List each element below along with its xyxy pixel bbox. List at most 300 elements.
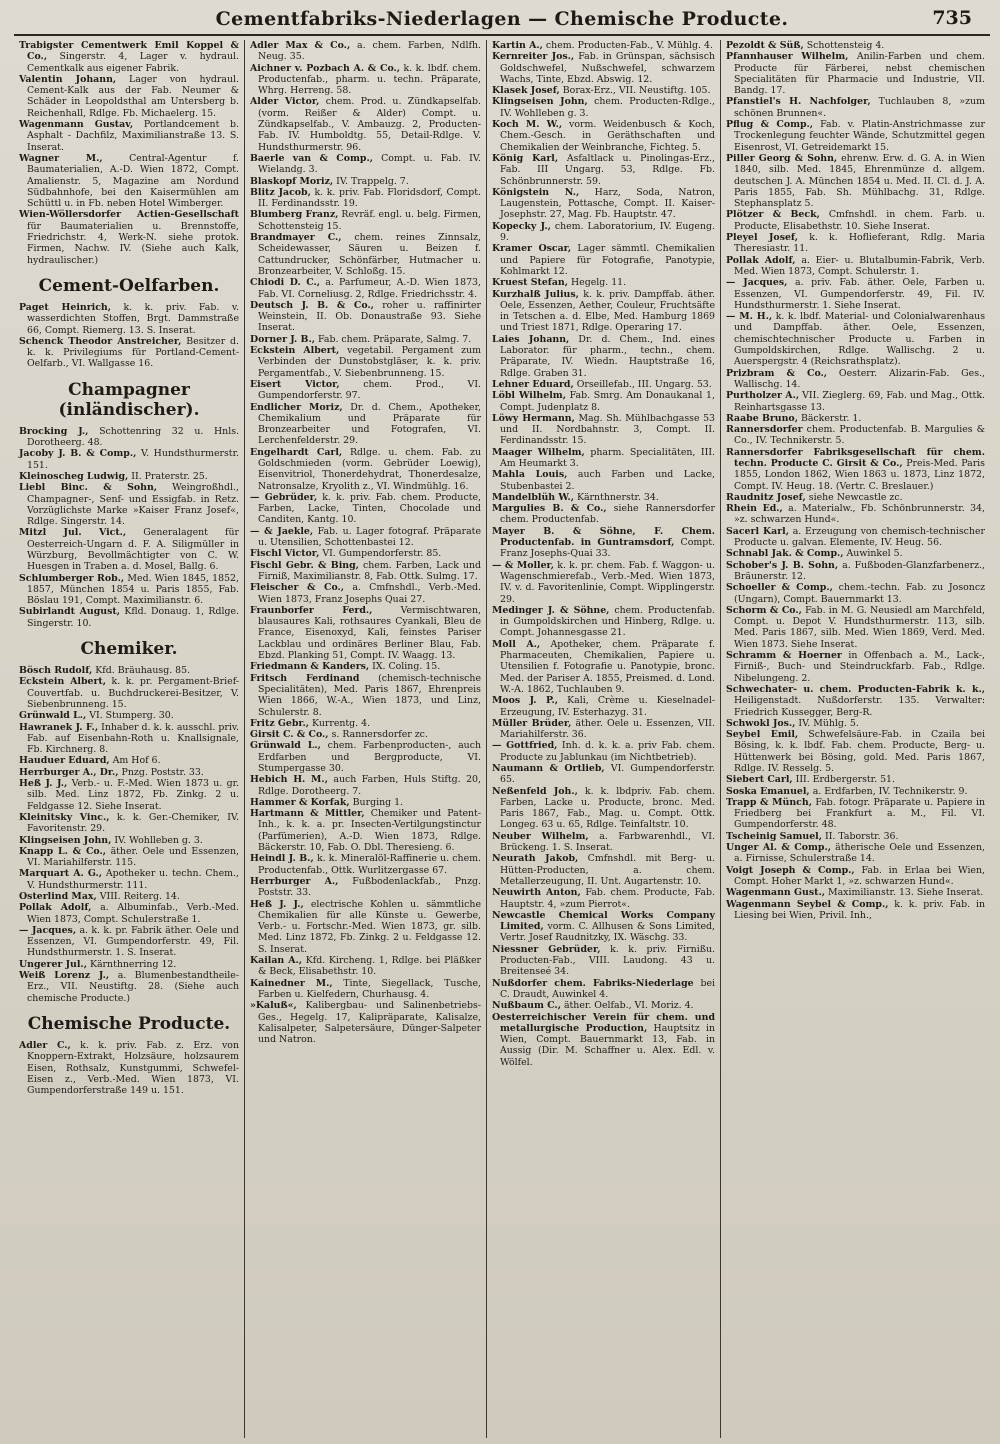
- entry-name: Neuwirth Anton,: [492, 887, 581, 899]
- entry-name: Hawranek J. F.,: [19, 721, 99, 733]
- entry-name: Hauduer Eduard,: [19, 755, 110, 767]
- entry-name: Rannersdorfer: [726, 424, 803, 436]
- directory-entry: [19, 891, 239, 902]
- directory-entry: [492, 289, 715, 334]
- entry-text: chem. Producten-Fab., V. Mühlg. 4.: [545, 40, 713, 51]
- directory-entry: [492, 51, 715, 85]
- entry-text: Kärnthnerstr. 34.: [576, 491, 659, 503]
- directory-entry: [726, 548, 985, 559]
- entry-name: Schwechater- u. chem. Producten-Fabrik k. k.,: [726, 683, 985, 695]
- entry-text: Rdlge. u. chem. Fab. zu Goldschmieden (vorm. Gebrüder Loewig), Eisenvitriol, Thonerdehydrat, Thonerdesalze, Natronsalze, Kryolith z., VI. Windmühlg. 16.: [258, 446, 482, 492]
- directory-entry: [250, 232, 481, 277]
- entry-text: a. Blumenbestandtheile-Erz., VII. Neustiftg. 28. (Siehe auch chemische Producte.): [27, 970, 239, 1004]
- entry-text: Lager von hydraul. Cement-Kalk aus der Fab. Neumer & Schäder in Leopoldsthal am Untersberg b. Reichenhall, Rdlge. Fb. Michaelerg. 15.: [27, 73, 239, 119]
- entry-name: Kartin A.,: [492, 40, 543, 51]
- directory-entry: [250, 402, 481, 447]
- directory-entry: [726, 503, 985, 526]
- entry-name: — Gottfried,: [492, 740, 558, 752]
- directory-entry: [492, 187, 715, 221]
- directory-entry: [726, 842, 985, 865]
- column-3: [487, 40, 721, 1438]
- directory-entry: [726, 605, 985, 650]
- entry-text: Fab. u. Lager fotograf. Präparate u. Utensilien, Schottenbastei 12.: [258, 525, 481, 549]
- entry-text: chem. Prod. u. Zündkapselfab. (vorm. Reißer & Alder) Compt. u. Zündkapselfab., V. Ambauzg. 2, Producten-Fab. IV. Humboldtg. 55, Detail-Rdlge. V. Hundsthurmerstr. 96.: [258, 96, 482, 153]
- entry-text: Revräf. engl. u. belg. Firmen, Schottensteig 15.: [258, 209, 482, 232]
- entry-name: Schramm & Hoerner: [726, 650, 842, 662]
- entry-name: Paget Heinrich,: [19, 301, 111, 313]
- directory-entry: [726, 831, 985, 842]
- directory-entry: [250, 661, 481, 672]
- entry-name: Weiß Lorenz J.,: [19, 970, 110, 982]
- entry-text: Chemiker und Patent-Inh., k. k. a. pr. Insecten-Vertilgungstinctur (Parfümerien), A.-D. Wien 1873, Rdlge. Bäckerstr. 10, Fab. O. Dbl. Theresieng. 6.: [258, 808, 481, 854]
- entry-name: Hammer & Korfak,: [250, 796, 350, 808]
- entry-text: chem. Producten-Rdlge., IV. Wohlleben g. 3.: [500, 96, 716, 119]
- entry-text: Auwinkel 5.: [846, 548, 903, 560]
- directory-entry: [19, 778, 239, 812]
- entry-name: Raudnitz Josef,: [726, 491, 806, 503]
- entry-name: Tscheinig Samuel,: [726, 830, 823, 842]
- entry-text: Kurrentg. 4.: [312, 717, 371, 729]
- entry-text: k. k. Hoflieferant, Rdlg. Maria Theresiastr. 11.: [734, 232, 985, 255]
- entry-name: Medinger J. & Söhne,: [492, 604, 610, 616]
- entry-text: Compt. Franz Josephs-Quai 33.: [500, 537, 715, 560]
- entry-text: roher u. raffinirter Weinstein, II. Ob. Donaustraße 93. Siehe Inserat.: [258, 299, 481, 334]
- directory-entry: [19, 710, 239, 721]
- entry-text: a. Albuminfab., Verb.-Med. Wien 1873, Compt. Schulerstraße 1.: [27, 902, 239, 925]
- entry-text: chem. reines Zinnsalz, Scheidewasser, Säuren u. Beizen f. Cattundrucker, Schönfärber, Hutmacher u. Bronzearbeiter, V. Schloßg. 15.: [258, 232, 481, 277]
- entry-text: k. k. Ger.-Chemiker, IV. Favoritenstr. 29.: [27, 811, 240, 835]
- entry-name: Kurzhalß Julius,: [492, 288, 579, 300]
- directory-entry: [250, 209, 481, 232]
- directory-entry: [492, 277, 715, 288]
- entry-text: k. k. lbdpriv. Fab. chem. Farben, Lacke u. Producte, bronc. Med. Paris 1867, Fab., Mag. u. Compt. Ottk. Longeg. 63 u. 65, Rdlge. Teinfaltstr. 10.: [500, 785, 716, 831]
- directory-entry: [19, 676, 239, 710]
- entry-name: Oesterreichischer Verein für chem. und metallurgische Production,: [492, 1011, 715, 1034]
- entry-name: Wagner M.,: [19, 152, 103, 164]
- entry-text: auch Farben und Lacke, Stubenbastei 2.: [500, 469, 715, 492]
- directory-entry: [492, 153, 715, 187]
- entry-name: Kailan A.,: [250, 955, 303, 967]
- entry-text: Cmfnshdl. mit Berg- u. Hütten-Producten, a. chem. Metallerzeugung, II. Unt. Augartenstr. 10.: [500, 853, 715, 887]
- entry-name: Sacerl Karl,: [726, 525, 789, 537]
- directory-entry: [19, 925, 239, 959]
- entry-text: Kali, Crème u. Kieselnadel-Erzeugung, IV. Esterhazyg. 31.: [500, 695, 716, 718]
- entry-text: a. k. k. pr. Fabrik äther. Oele und Essenzen, VI. Gumpendorferstr. 49, Fil. Hundsthurmerstr. 1. S. Inserat.: [27, 924, 239, 959]
- directory-entry: [726, 232, 985, 255]
- entry-text: Fab. in Erlaa bei Wien, Compt. Hoher Markt 1, »z. schwarzen Hund«.: [734, 864, 986, 887]
- entry-text: Fab. Smrg. Am Donaukanal 1, Compt. Judenplatz 8.: [500, 390, 715, 413]
- directory-entry: [250, 526, 481, 549]
- directory-entry: [492, 526, 715, 560]
- entry-name: Piller Georg & Sohn,: [726, 152, 838, 164]
- entry-name: Endlicher Moriz,: [250, 401, 343, 413]
- directory-entry: [250, 729, 481, 740]
- entry-name: Dorner J. B.,: [250, 333, 315, 345]
- directory-entry: [19, 959, 239, 970]
- entry-text: k. k. priv. Dampffab. äther. Oele, Essenzen, Aether, Couleur, Fruchtsäfte in Tetschen a. d. Elbe, Med. Hamburg 1869 und Triest 1871, Rdlge. Operaring 17.: [500, 288, 716, 334]
- entry-name: — M. H.,: [726, 311, 773, 323]
- directory-entry: [492, 763, 715, 786]
- directory-entry: [492, 639, 715, 695]
- entry-text: Borax-Erz., VII. Neustiftg. 105.: [562, 85, 711, 97]
- directory-entry: [726, 492, 985, 503]
- entry-text: Besitzer d. k. k. Privilegiums für Portland-Cement-Oelfarb., VI. Wallgasse 16.: [27, 335, 239, 370]
- entry-text: Kfld. Donaug. 1, Rdlge. Singerstr. 10.: [27, 606, 240, 629]
- directory-entry: [19, 812, 239, 835]
- entry-text: Cmfnshdl. in chem. Farb. u. Producte, Elisabethstr. 10. Siehe Inserat.: [734, 209, 985, 232]
- directory-entry: [726, 887, 985, 898]
- directory-entry: [492, 560, 715, 605]
- entry-name: — Jacques,: [726, 277, 788, 289]
- entry-name: Deutsch J. B. & Co.,: [250, 299, 374, 311]
- directory-entry: [250, 379, 481, 402]
- directory-entry: [19, 119, 239, 153]
- directory-entry: [492, 221, 715, 244]
- entry-name: Wagenmann Gust.,: [726, 887, 825, 899]
- page-number: 735: [932, 7, 972, 29]
- directory-entry: [492, 413, 715, 447]
- directory-entry: [726, 368, 985, 391]
- entry-name: Knapp L. & Co.,: [19, 845, 107, 857]
- entry-name: Fleischer & Co.,: [250, 582, 345, 594]
- entry-text: Hegelg. 11.: [570, 277, 627, 289]
- entry-name: Subirlandt August,: [19, 606, 120, 618]
- directory-entry: [250, 345, 481, 379]
- entry-text: Inh. d. k. k. a. priv Fab. chem. Producte zu Jablunkau (im Nichtbetrieb).: [500, 740, 715, 763]
- entry-name: Blitz Jacob,: [250, 186, 311, 198]
- directory-entry: [726, 774, 985, 785]
- entry-text: VI. Stumperg. 30.: [89, 710, 174, 722]
- entry-name: Brocking J.,: [19, 425, 89, 437]
- entry-text: Inhaber d. k. k. ausschl. priv. Fab. auf Eisenbahn-Roth u. Knallsignale, Fb. Kirchnerg. 8.: [27, 721, 240, 756]
- entry-text: electrische Kohlen u. sämmtliche Chemikalien für alle Künste u. Gewerbe, Verb.- u. Fortschr.-Med. Wien 1873, gr. silb. Med. Linz 1872, Fb. Zinkg. 2 u. Feldgasse 12. S. Inserat.: [258, 898, 482, 955]
- entry-text: Med. Wien 1845, 1852, 1857, München 1854 u. Paris 1855, Fab. Böslau 191, Compt. Maximilianstr. 6.: [27, 572, 240, 607]
- entry-text: siehe Rannersdorfer chem. Productenfab.: [500, 503, 715, 526]
- entry-name: Mandelblüh W.,: [492, 491, 574, 503]
- entry-name: Voigt Joseph & Comp.,: [726, 864, 855, 876]
- directory-entry: [492, 831, 715, 854]
- directory-entry: [250, 63, 481, 97]
- entry-text: IV. Wohlleben g. 3.: [114, 834, 203, 846]
- entry-name: Raabe Bruno,: [726, 412, 798, 424]
- entry-name: Siebert Carl,: [726, 774, 793, 786]
- entry-name: Girsit C. & Co.,: [250, 729, 329, 741]
- directory-entry: [19, 40, 239, 74]
- directory-entry: [250, 797, 481, 808]
- directory-entry: [19, 426, 239, 449]
- entry-name: Neurath Jakob,: [492, 853, 579, 865]
- entry-name: Friedmann & Kanders,: [250, 661, 370, 673]
- directory-entry: [250, 740, 481, 774]
- entry-name: Laies Johann,: [492, 333, 570, 345]
- entry-name: Newcastle Chemical Works Company Limited,: [492, 909, 715, 933]
- entry-text: Kärnthnerring 12.: [89, 958, 177, 970]
- directory-entry: [492, 390, 715, 413]
- directory-entry: [250, 955, 481, 978]
- directory-entry: [19, 471, 239, 482]
- entry-text: VII. Zieglerg. 69, Fab. und Mag., Ottk. Reinhartsgasse 13.: [734, 390, 985, 413]
- entry-name: Fischl Victor,: [250, 548, 320, 560]
- entry-text: vorm. C. Allhusen & Sons Limited, Vertr. Josef Raudnitzky, IX. Wäschg. 33.: [500, 921, 716, 944]
- entry-text: Dr. d. Chem., Apotheker, Chemikalium und Präparate für Bronzearbeiter und Fotografen, VI. Lerchenfelderstr. 29.: [258, 401, 481, 447]
- column-4: [721, 40, 990, 1438]
- entry-text: VI. Gumpendorferstr. 65.: [500, 763, 715, 786]
- directory-entry: [250, 718, 481, 729]
- entry-name: Mitzl Jul. Vict.,: [19, 527, 127, 539]
- entry-text: Portlandcement b. Asphalt - Dachfilz, Maximilianstraße 13. S. Inserat.: [27, 119, 240, 153]
- entry-text: k. k. pr. chem. Fab. f. Waggon- u. Wagenschmierefab., Verb.-Med. Wien 1873, IV. v. d. Favoritenlinie, Compt. Wipplingerstr. 29.: [500, 559, 716, 605]
- directory-entry: [726, 684, 985, 718]
- entry-text: a. Erzeugung von chemisch-technischer Producte u. galvan. Elemente, IV. Heug. 56.: [734, 525, 985, 549]
- entry-name: Alder Victor,: [250, 96, 320, 108]
- entry-name: Plötzer & Beck,: [726, 209, 820, 221]
- entry-name: Lehner Eduard,: [492, 378, 574, 390]
- directory-entry: [492, 740, 715, 763]
- entry-text: Orseillefab., III. Ungarg. 53.: [576, 378, 712, 390]
- entry-name: König Karl,: [492, 152, 559, 164]
- entry-name: Soska Emanuel,: [726, 785, 810, 797]
- directory-entry: [726, 526, 985, 549]
- entry-name: Neßenfeld Joh.,: [492, 785, 578, 797]
- entry-text: vorm. Weidenbusch & Koch, Chem.-Gesch. in Geräthschaften und Chemikalien der Weinbranche, Fichteg. 5.: [500, 119, 716, 153]
- directory-entry: [492, 334, 715, 379]
- directory-entry: [19, 302, 239, 336]
- directory-entry: [19, 835, 239, 846]
- directory-entry: [726, 718, 985, 729]
- entry-name: Schenck Theodor Anstreicher,: [19, 335, 182, 347]
- entry-text: Pnzg. Poststr. 33.: [121, 766, 204, 778]
- entry-text: k. k. priv. Fab. z. Erz. von Knoppern-Extrakt, Holzsäure, holzsaurem Eisen, Rothsalz, Kunstgummi, Schwefel-Eisen z., Verb.-Med. Wien 1873, VI. Gumpendorferstraße 149 u. 151.: [27, 1039, 239, 1097]
- entry-text: a. Erdfarben, IV. Technikerstr. 9.: [812, 785, 968, 797]
- directory-entry: [492, 119, 715, 153]
- entry-text: Heiligenstadt. Nußdorferstr. 135. Verwalter: Friedrich Kussegger, Berg-R.: [734, 695, 985, 718]
- entry-name: Valentin Johann,: [19, 73, 117, 85]
- section-heading: Chemische Producte.: [27, 1013, 231, 1034]
- directory-entry: [726, 413, 985, 424]
- directory-entry: [492, 96, 715, 119]
- entry-text: k. k. priv. Fab. in Liesing bei Wien, Privil. Inh.,: [734, 898, 985, 921]
- entry-text: a. Farbwarenhdl., VI. Brückeng. 1. S. Inserat.: [500, 830, 715, 854]
- directory-entry: [19, 722, 239, 756]
- entry-text: III. Erdbergerstr. 51.: [795, 774, 895, 786]
- entry-name: Grünwald L.,: [250, 740, 321, 752]
- directory-entry: [19, 846, 239, 869]
- directory-entry: [19, 755, 239, 766]
- entry-name: — & Moller,: [492, 559, 555, 571]
- directory-entry: [492, 379, 715, 390]
- entry-text: a. Eier- u. Blutalbumin-Fabrik, Verb. Med. Wien 1873, Compt. Schulerstr. 1.: [734, 254, 985, 277]
- directory-entry: [492, 910, 715, 944]
- entry-name: »Kaluß«,: [250, 1000, 297, 1012]
- directory-entry: [726, 582, 985, 605]
- directory-entry: [250, 300, 481, 334]
- directory-entry: [19, 448, 239, 471]
- directory-entry: [726, 729, 985, 774]
- directory-entry: [19, 767, 239, 778]
- entry-name: — & Jaekle,: [250, 525, 314, 537]
- directory-entry: [492, 447, 715, 470]
- directory-entry: [250, 153, 481, 176]
- directory-entry: [19, 336, 239, 370]
- directory-entry: [726, 390, 985, 413]
- entry-name: Rhein Ed.,: [726, 503, 783, 515]
- directory-entry: [250, 605, 481, 661]
- entry-text: Burging 1.: [352, 796, 404, 808]
- directory-entry: [726, 899, 985, 922]
- entry-name: Heß J. J.,: [19, 778, 68, 790]
- section-heading: Cement-Oelfarben.: [38, 275, 220, 296]
- entry-name: Pfanstiel's H. Nachfolger,: [726, 96, 871, 108]
- column-1: [14, 40, 245, 1438]
- entry-text: s. Rannersdorfer zc.: [331, 729, 428, 741]
- directory-entry: [250, 548, 481, 559]
- entry-text: Kfd. Kircheng. 1, Rdlge. bei Pläßker & Beck, Elisabethstr. 10.: [258, 955, 481, 978]
- section-heading: Champagner (inländischer).: [58, 379, 200, 420]
- entry-text: Am Hof 6.: [112, 755, 161, 767]
- entry-name: Fritz Gebr.,: [250, 717, 310, 729]
- directory-entry: [492, 40, 715, 51]
- entry-text: II. Taborstr. 36.: [825, 830, 899, 842]
- directory-entry: [726, 797, 985, 831]
- directory-entry: [250, 808, 481, 853]
- entry-name: Pollak Adolf,: [726, 254, 796, 266]
- entry-text: k. k. Mineralöl-Raffinerie u. chem. Productenfab., Ottk. Wurlitzergasse 67.: [258, 853, 481, 876]
- directory-entry: [492, 492, 715, 503]
- entry-text: Dr. d. Chem., Ind. eines Laborator. für pharm., techn., chem. Präparate, IV. Wiedn. Hauptstraße 16, Rdlge. Graben 31.: [500, 333, 715, 379]
- entry-name: Eckstein Albert,: [250, 345, 340, 357]
- entry-text: Apotheker u. techn. Chem., V. Hundsthurmerstr. 111.: [27, 868, 239, 891]
- entry-name: Schlumberger Rob.,: [19, 572, 125, 584]
- entry-text: Anilin-Farben und chem. Producte für Färberei, nebst chemischen Specialitäten für Pharmacie und Industrie, VII. Bandg. 17.: [734, 51, 985, 97]
- entry-text: Schottenring 32 u. Hnls. Dorotheerg. 48.: [27, 425, 239, 449]
- entry-name: Unger Al. & Comp.,: [726, 842, 831, 854]
- entry-text: Central-Agentur f. Baumaterialien, A.-D. Wien 1872, Compt. Amalienstr. 5, Magazine am Nordund Südbahnhofe, bei den Kaisermühlen am Schüttl u. in Fb. neben Hotel Wimberger.: [27, 152, 239, 210]
- directory-entry: [19, 970, 239, 1004]
- entry-text: für Baumaterialien u. Brennstoffe, Friedrichstr. 4, Werk-N. siehe protok. Firmen, Nachw. IV. (Siehe auch Kalk, hydraulischer.): [27, 220, 239, 266]
- entry-text: VIII. Reiterg. 14.: [99, 891, 180, 902]
- entry-text: chem. Productenfab. in Gumpoldskirchen und Hinberg, Rdlge. u. Compt. Johannesgasse 21.: [500, 604, 715, 639]
- entry-name: Margulies B. & Co.,: [492, 503, 607, 515]
- directory-entry: [19, 74, 239, 119]
- entry-name: Löwy Hermann,: [492, 412, 575, 424]
- entry-text: a. Materialw., Fb. Schönbrunnerstr. 34, »z. schwarzen Hund«.: [734, 503, 985, 526]
- directory-entry: [492, 1012, 715, 1068]
- entry-name: Ungerer Jul.,: [19, 958, 87, 970]
- entry-text: pharm. Specialitäten, III. Am Heumarkt 3.: [500, 446, 716, 469]
- entry-text: Singerstr. 4, Lager v. hydraul. Cementkalk aus eigener Fabrik.: [27, 51, 240, 74]
- entry-name: Maager Wilhelm,: [492, 446, 585, 458]
- directory-entry: [726, 447, 985, 492]
- directory-entry: [19, 527, 239, 572]
- entry-text: a. Parfumeur, A.-D. Wien 1873, Fab. VI. Corneliusg. 2, Rdlge. Friedrichsstr. 4.: [258, 277, 481, 300]
- entry-name: Chiodi D. C.,: [250, 277, 321, 289]
- entry-name: Schoeller & Comp.,: [726, 582, 833, 594]
- entry-text: chem. Productenfab. B. Margulies & Co., IV. Technikerstr. 5.: [734, 424, 985, 447]
- entry-text: k. k. pr. Pergament-Brief-Couvertfab. u. Buchdruckerei-Besitzer, V. Siebenbrunneng. 15.: [27, 676, 239, 710]
- directory-entry: [492, 85, 715, 96]
- entry-text: a. Cmfnshdl., Verb.-Med. Wien 1873, Franz Josephs Quai 27.: [258, 582, 481, 605]
- entry-name: Herrburger A.,: [250, 875, 339, 887]
- entry-text: bei C. Draudt, Auwinkel 4.: [500, 977, 716, 1000]
- directory-entry: [726, 51, 985, 96]
- entry-text: Hauptsitz in Wien, Compt. Bauernmarkt 13, Fab. in Aussig (Dir. M. Schaffner u. Alex. Edl. v. Wölfel.: [500, 1022, 715, 1068]
- entry-text: II. Praterstr. 25.: [131, 470, 208, 482]
- entry-text: Harz, Soda, Natron, Laugenstein, Pottasche, Compt. II. Kaiser-Josephstr. 27, Mag. Fb. Hauptstr. 47.: [500, 186, 715, 221]
- entry-name: Hartmann & Mittler,: [250, 808, 365, 820]
- entry-name: Purtholzer A.,: [726, 390, 800, 402]
- column-2: [245, 40, 487, 1438]
- entry-name: Klingseisen John,: [492, 96, 588, 108]
- entry-name: Schober's J. B. Sohn,: [726, 559, 839, 571]
- directory-entry: [492, 786, 715, 831]
- entry-name: Königstein N.,: [492, 186, 580, 198]
- directory-entry: [492, 944, 715, 978]
- entry-name: Aichner v. Pozbach A. & Co.,: [250, 62, 401, 74]
- entry-text: Preis-Med. Paris 1855, London 1862, Wien 1863 u. 1873, Linz 1872, Compt. IV. Heug. 18. (Vertr. C. Breslauer.): [734, 457, 985, 492]
- directory-entry: [726, 209, 985, 232]
- entry-name: Trabigster Cementwerk Emil Koppel & Co.,: [19, 40, 239, 63]
- entry-name: Fraunborfer Ferd.,: [250, 604, 373, 616]
- header-title: Cementfabriks-Niederlagen — Chemische Producte.: [215, 8, 789, 30]
- directory-entry: [726, 311, 985, 367]
- entry-text: vegetabil. Pergament zum Verbinden der Dunstobstgläser, k. k. priv. Pergamentfab., V. Siebenbrunneng. 15.: [258, 345, 481, 379]
- entry-name: Kleinoscheg Ludwig,: [19, 470, 129, 482]
- entry-name: Kleinitsky Vinc.,: [19, 811, 110, 823]
- entry-text: Schottensteig 4.: [806, 40, 885, 51]
- directory-entry: [19, 665, 239, 676]
- entry-name: Schnabl Jak. & Comp.,: [726, 548, 844, 560]
- directory-entry: [250, 447, 481, 492]
- entry-name: Nußdorfer chem. Fabriks-Niederlage: [492, 977, 694, 989]
- entry-name: Nußbaum C.,: [492, 1000, 561, 1012]
- directory-entry: [250, 582, 481, 605]
- entry-name: Rannersdorfer Fabriksgesellschaft für chem. techn. Producte C. Girsit & Co.,: [726, 446, 985, 469]
- entry-text: Fab. in Grünspan, sächsisch Goldschwefel, Nußschwefel, schwarzem Wachs, Tinte, Ebzd. Abswig. 12.: [500, 51, 715, 85]
- entry-text: äther. Oele u. Essenzen, VII. Mariahilferstr. 36.: [500, 717, 715, 741]
- directory-entry: [726, 424, 985, 447]
- directory-entry: [250, 40, 481, 63]
- entry-name: Pfannhauser Wilhelm,: [726, 51, 849, 63]
- entry-name: Fischl Gebr. & Bing,: [250, 559, 359, 571]
- directory-entry: [492, 503, 715, 526]
- entry-name: Jacoby J. B. & Comp.,: [19, 448, 137, 460]
- entry-name: Pleyel Josef,: [726, 232, 799, 244]
- directory-entry: [492, 695, 715, 718]
- entry-name: Schwokl Jos.,: [726, 717, 796, 729]
- entry-name: Koch M. W.,: [492, 119, 563, 131]
- directory-entry: [492, 887, 715, 910]
- entry-text: chem. Laboratorium, IV. Eugeng. 9.: [500, 220, 715, 244]
- entry-text: Fußbodenlackfab., Pnzg. Poststr. 33.: [258, 875, 482, 899]
- directory-entry: [250, 673, 481, 718]
- entry-text: Tinte, Siegellack, Tusche, Farben u. Kielfedern, Churhausg. 4.: [258, 977, 481, 1000]
- directory-entry: [19, 606, 239, 629]
- entry-name: Pezoldt & Süß,: [726, 40, 804, 51]
- directory-entry: [19, 209, 239, 265]
- entry-text: in Offenbach a. M., Lack-, Firniß-, Buch- und Steindruckfarb. Fab., Rdlge. Nibelungeng. 2.: [734, 650, 985, 684]
- entry-name: Wagenmann Gustav,: [19, 119, 134, 131]
- entry-text: k. k. priv. Fab. Floridsdorf, Compt. II. Ferdinandsstr. 19.: [258, 186, 481, 210]
- entry-text: Fab. in M. G. Neusiedl am Marchfeld, Compt. u. Depot V. Hundsthurmerstr. 113, silb. Med. Paris 1867, silb. Med. Wien 1869, Verd. Med. Wien 1873. Siehe Inserat.: [734, 604, 986, 650]
- directory-entry: [250, 560, 481, 583]
- entry-text: VI. Gumpendorferstr. 85.: [322, 548, 442, 560]
- directory-entry: [250, 978, 481, 1001]
- entry-text: IX. Coling. 15.: [372, 661, 441, 673]
- directory-entry: [492, 978, 715, 1001]
- entry-text: Tuchlauben 8, »zum schönen Brunnen«.: [734, 96, 985, 119]
- directory-entry: [726, 865, 985, 888]
- entry-name: Moll A.,: [492, 638, 541, 650]
